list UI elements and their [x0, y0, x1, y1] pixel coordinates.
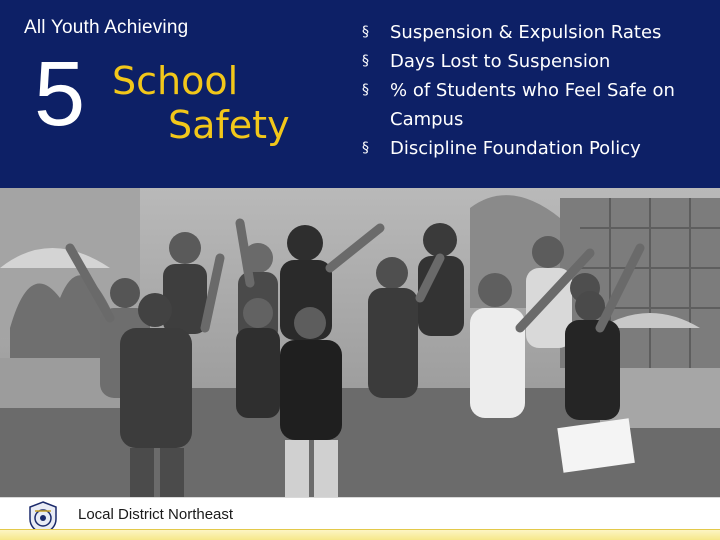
- section-title-line-2: Safety: [168, 103, 290, 147]
- section-title-line-1: School: [112, 59, 239, 103]
- footer-stripe: [0, 529, 720, 540]
- bullet-marker: §: [362, 53, 369, 69]
- bullet-item: [362, 76, 712, 134]
- bullet-marker: §: [362, 82, 369, 98]
- metrics-bullet-list: [362, 18, 712, 163]
- district-name: Local District Northeast: [78, 506, 234, 523]
- students-group-photo: [0, 188, 720, 498]
- section-number: 5: [34, 43, 86, 145]
- bullet-text: Days Lost to Suspension: [390, 51, 611, 72]
- header-banner: [0, 0, 720, 188]
- bullet-item: [362, 47, 712, 76]
- bullet-marker: §: [362, 24, 369, 40]
- bullet-item: [362, 134, 712, 163]
- bullet-item: [362, 18, 712, 47]
- group-photo-students-waving-icon: [0, 188, 720, 498]
- bullet-marker: §: [362, 140, 369, 156]
- bullet-text: % of Students who Feel Safe on Campus: [390, 80, 675, 130]
- section-heading: [0, 0, 330, 188]
- bullet-text: Discipline Foundation Policy: [390, 138, 641, 159]
- bullet-text: Suspension & Expulsion Rates: [390, 22, 662, 43]
- subtitle: All Youth Achieving: [24, 17, 189, 38]
